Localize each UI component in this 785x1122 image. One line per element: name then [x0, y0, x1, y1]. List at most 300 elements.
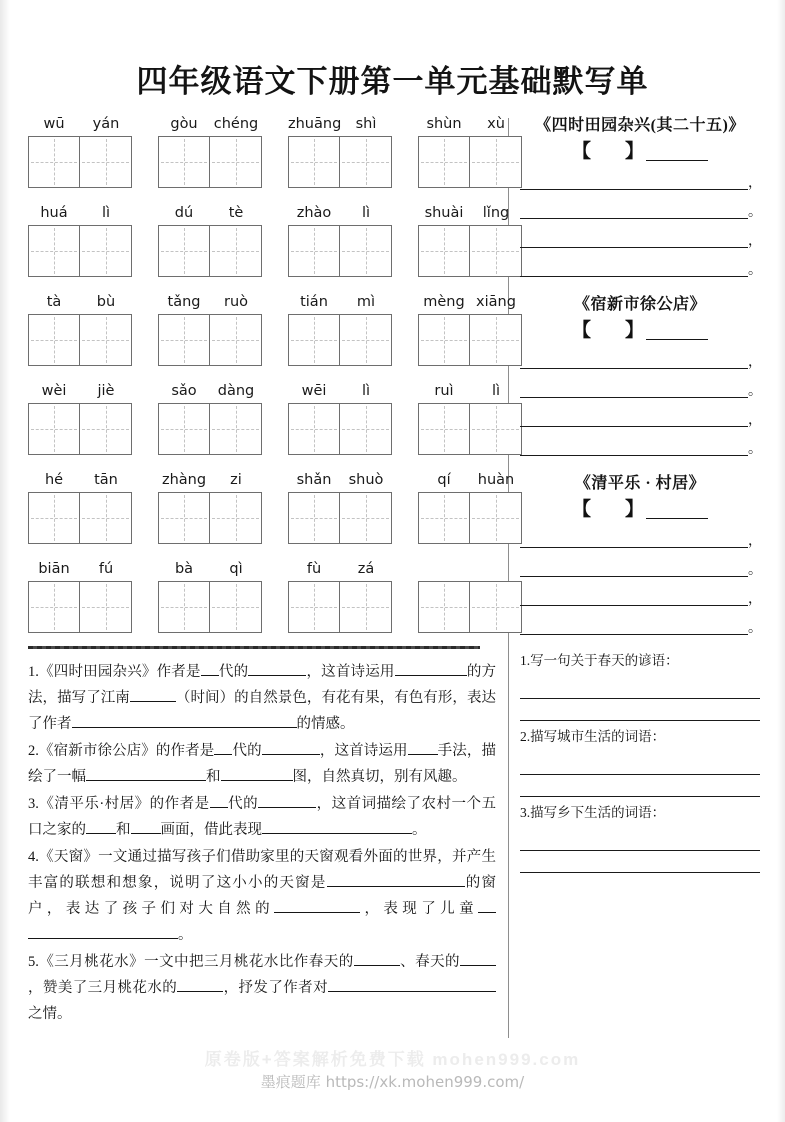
grid-horizontal-guide — [421, 251, 467, 252]
grid-horizontal-guide — [212, 340, 259, 341]
grid-vertical-guide — [366, 406, 367, 452]
pinyin-label: zi — [230, 472, 242, 488]
tianzige-writing-box[interactable] — [418, 581, 470, 633]
verse-blank-line[interactable] — [520, 204, 748, 219]
pinyin-label: zá — [357, 561, 375, 577]
tianzige-writing-box[interactable] — [418, 225, 470, 277]
grid-vertical-guide — [366, 495, 367, 541]
author-name-blank[interactable] — [646, 323, 708, 340]
grid-vertical-guide — [184, 584, 185, 630]
character-cell — [288, 557, 340, 633]
grid-vertical-guide — [314, 584, 315, 630]
verse-blank-line[interactable] — [520, 562, 748, 577]
answer-blank[interactable] — [262, 739, 320, 755]
word-group — [158, 290, 262, 366]
tianzige-writing-box[interactable] — [80, 492, 132, 544]
tianzige-writing-box[interactable] — [28, 581, 80, 633]
dynasty-open-bracket: 【 — [571, 140, 591, 162]
grid-vertical-guide — [314, 406, 315, 452]
character-cell — [470, 379, 522, 455]
word-group — [418, 112, 522, 188]
character-cell — [158, 201, 210, 277]
word-group — [28, 112, 132, 188]
tianzige-writing-box[interactable] — [470, 225, 522, 277]
character-cell — [80, 557, 132, 633]
tianzige-writing-box[interactable] — [210, 314, 262, 366]
tianzige-writing-box[interactable] — [288, 225, 340, 277]
pinyin-label: chéng — [213, 116, 259, 132]
pinyin-label: biān — [38, 561, 70, 577]
writing-prompt — [520, 801, 760, 873]
character-cell — [28, 290, 80, 366]
grid-horizontal-guide — [31, 607, 77, 608]
tianzige-writing-box[interactable] — [418, 136, 470, 188]
grid-vertical-guide — [496, 317, 497, 363]
question-text: ，这首诗运用 — [306, 664, 395, 680]
tianzige-writing-box[interactable] — [158, 136, 210, 188]
character-cell — [340, 201, 392, 277]
pinyin-label: shuài — [424, 205, 464, 221]
answer-blank[interactable] — [210, 792, 228, 808]
tianzige-writing-box[interactable] — [210, 403, 262, 455]
word-group — [288, 290, 392, 366]
tianzige-writing-box[interactable] — [470, 403, 522, 455]
pinyin-label: gòu — [170, 116, 198, 132]
tianzige-writing-box[interactable] — [158, 225, 210, 277]
tianzige-writing-box[interactable] — [470, 492, 522, 544]
answer-blank[interactable] — [408, 739, 438, 755]
writing-prompts-block — [520, 649, 760, 873]
character-cell — [80, 201, 132, 277]
tianzige-writing-box[interactable] — [80, 314, 132, 366]
tianzige-writing-box[interactable] — [158, 314, 210, 366]
answer-blank[interactable] — [354, 950, 400, 966]
grid-vertical-guide — [444, 495, 445, 541]
grid-vertical-guide — [366, 228, 367, 274]
pinyin-label: shì — [355, 116, 377, 132]
prompt-answer-line[interactable] — [520, 755, 760, 775]
grid-horizontal-guide — [421, 518, 467, 519]
question-text: 、春天的 — [399, 954, 461, 970]
grid-horizontal-guide — [291, 251, 337, 252]
character-cell — [28, 201, 80, 277]
grid-vertical-guide — [496, 406, 497, 452]
grid-horizontal-guide — [161, 429, 207, 430]
question-text: 的方法，描写了江南 — [28, 664, 497, 706]
pinyin-label — [470, 557, 522, 581]
pinyin-writing-grid — [28, 112, 516, 633]
grid-horizontal-guide — [212, 429, 259, 430]
grid-vertical-guide — [106, 228, 107, 274]
character-cell — [158, 290, 210, 366]
fill-in-questions-block — [28, 659, 496, 1027]
tianzige-writing-box[interactable] — [418, 403, 470, 455]
verse-blank-line[interactable] — [520, 262, 748, 277]
answer-blank[interactable] — [478, 976, 496, 992]
grid-horizontal-guide — [82, 607, 129, 608]
verse-punctuation: 。 — [748, 384, 762, 399]
poem-card — [520, 291, 760, 456]
verse-row — [520, 262, 760, 277]
character-cell — [288, 201, 340, 277]
character-cell — [210, 379, 262, 455]
word-group — [288, 201, 392, 277]
character-cell — [470, 468, 522, 544]
character-cell — [418, 201, 470, 277]
character-cell — [288, 379, 340, 455]
prompt-label: 1.写一句关于春天的谚语： — [520, 653, 679, 668]
tianzige-writing-box[interactable] — [28, 403, 80, 455]
character-cell — [80, 468, 132, 544]
character-cell — [28, 557, 80, 633]
question-text: 图，自然真切，别有风趣。 — [292, 769, 467, 785]
tianzige-writing-box[interactable] — [340, 314, 392, 366]
pinyin-label: wēi — [301, 383, 327, 399]
grid-vertical-guide — [366, 139, 367, 185]
pinyin-label: wū — [43, 116, 65, 132]
grid-horizontal-guide — [161, 162, 207, 163]
character-cell — [210, 468, 262, 544]
grid-vertical-guide — [236, 406, 237, 452]
character-cell — [158, 112, 210, 188]
pinyin-label: fú — [98, 561, 114, 577]
tianzige-writing-box[interactable] — [340, 403, 392, 455]
grid-horizontal-guide — [421, 340, 467, 341]
tianzige-writing-box[interactable] — [470, 581, 522, 633]
dynasty-open-bracket: 【 — [571, 319, 591, 341]
writing-prompt — [520, 725, 760, 797]
question-text: 的窗户，表达了孩子们对大自然的 — [28, 875, 497, 917]
grid-horizontal-guide — [342, 162, 389, 163]
word-group — [28, 290, 132, 366]
character-cell — [158, 379, 210, 455]
tianzige-writing-box[interactable] — [80, 136, 132, 188]
character-cell — [418, 112, 470, 188]
grid-vertical-guide — [106, 406, 107, 452]
grid-horizontal-guide — [472, 518, 519, 519]
author-name-blank[interactable] — [646, 502, 708, 519]
grid-horizontal-guide — [31, 429, 77, 430]
grid-horizontal-guide — [291, 518, 337, 519]
verse-blank-line[interactable] — [520, 354, 748, 369]
tianzige-writing-box[interactable] — [340, 136, 392, 188]
grid-vertical-guide — [496, 584, 497, 630]
section-separator — [28, 646, 480, 649]
tianzige-writing-box[interactable] — [210, 225, 262, 277]
grid-horizontal-guide — [82, 251, 129, 252]
tianzige-writing-box[interactable] — [28, 225, 80, 277]
question-text: （时间）的自然景色，有花有果，有色有形，表达了作者 — [28, 690, 497, 732]
word-group — [418, 557, 522, 633]
poem-title: 《宿新市徐公店》 — [573, 296, 706, 313]
verse-blank-line[interactable] — [520, 233, 748, 248]
grid-vertical-guide — [184, 228, 185, 274]
prompt-answer-line[interactable] — [520, 699, 760, 721]
grid-vertical-guide — [496, 228, 497, 274]
character-cell — [340, 557, 392, 633]
fill-in-question — [28, 949, 496, 1027]
prompt-label: 3.描写乡下生活的词语： — [520, 805, 666, 820]
verse-row — [520, 354, 760, 369]
question-text: ，赞美了三月桃花水的 — [28, 980, 178, 996]
answer-blank[interactable] — [72, 712, 297, 728]
pinyin-label: tān — [94, 472, 118, 488]
poem-author-row — [520, 141, 760, 161]
pinyin-label: zhào — [296, 205, 332, 221]
grid-horizontal-guide — [31, 251, 77, 252]
answer-blank[interactable] — [478, 897, 496, 913]
watermark-foreground: 墨痕题库 https://xk.mohen999.com/ — [260, 1073, 525, 1091]
tianzige-writing-box[interactable] — [470, 314, 522, 366]
grid-vertical-guide — [444, 406, 445, 452]
pinyin-label: bù — [96, 294, 116, 310]
pinyin-label: lì — [361, 383, 371, 399]
question-number: 3. — [28, 796, 39, 812]
left-column — [28, 112, 516, 1028]
prompt-label: 2.描写城市生活的词语： — [520, 729, 666, 744]
tianzige-writing-box[interactable] — [158, 581, 210, 633]
answer-blank[interactable] — [274, 897, 360, 913]
question-text: 画面，借此表现 — [160, 822, 262, 838]
grid-vertical-guide — [496, 495, 497, 541]
character-cell — [288, 112, 340, 188]
tianzige-writing-box[interactable] — [288, 136, 340, 188]
verse-punctuation: 。 — [748, 563, 762, 578]
character-cell — [470, 201, 522, 277]
tianzige-writing-box[interactable] — [80, 581, 132, 633]
word-group — [288, 379, 392, 455]
answer-blank[interactable] — [221, 765, 293, 781]
tianzige-writing-box[interactable] — [28, 136, 80, 188]
prompt-answer-line[interactable] — [520, 775, 760, 797]
answer-blank[interactable] — [86, 818, 116, 834]
question-text: 。 — [178, 927, 193, 943]
character-cell — [210, 557, 262, 633]
character-cell — [418, 557, 470, 633]
character-cell — [80, 379, 132, 455]
character-cell — [470, 290, 522, 366]
verse-blank-line[interactable] — [520, 412, 748, 427]
grid-horizontal-guide — [161, 518, 207, 519]
grid-vertical-guide — [314, 317, 315, 363]
tianzige-writing-box[interactable] — [340, 225, 392, 277]
question-text: ，抒发了作者对 — [223, 980, 329, 996]
tianzige-writing-box[interactable] — [340, 492, 392, 544]
character-cell — [210, 112, 262, 188]
word-group — [418, 379, 522, 455]
question-text: 和 — [116, 822, 131, 838]
tianzige-writing-box[interactable] — [288, 314, 340, 366]
grid-horizontal-guide — [31, 518, 77, 519]
poem-author-row — [520, 320, 760, 340]
dynasty-close-bracket: 】 — [625, 140, 645, 162]
pinyin-row — [28, 468, 515, 544]
verse-punctuation: ， — [748, 413, 762, 428]
word-group — [28, 468, 132, 544]
character-cell — [340, 290, 392, 366]
verse-blank-line[interactable] — [520, 441, 748, 456]
verse-row — [520, 175, 760, 190]
grid-horizontal-guide — [472, 607, 519, 608]
question-text: 代的 — [218, 664, 249, 680]
grid-horizontal-guide — [31, 162, 77, 163]
grid-vertical-guide — [54, 317, 55, 363]
tianzige-writing-box[interactable] — [340, 581, 392, 633]
grid-vertical-guide — [106, 584, 107, 630]
grid-horizontal-guide — [161, 251, 207, 252]
grid-horizontal-guide — [291, 429, 337, 430]
verse-blank-line[interactable] — [520, 383, 748, 398]
grid-horizontal-guide — [421, 607, 467, 608]
grid-vertical-guide — [54, 228, 55, 274]
answer-blank[interactable] — [447, 871, 465, 887]
verse-blank-line[interactable] — [520, 591, 748, 606]
grid-horizontal-guide — [342, 429, 389, 430]
pinyin-row — [28, 290, 516, 366]
verse-row — [520, 204, 760, 219]
verse-punctuation: ， — [748, 355, 762, 370]
prompt-answer-line[interactable] — [520, 679, 760, 699]
grid-vertical-guide — [314, 228, 315, 274]
answer-blank[interactable] — [86, 765, 206, 781]
prompt-answer-line[interactable] — [520, 851, 760, 873]
question-text: 和 — [206, 769, 221, 785]
answer-blank[interactable] — [130, 686, 176, 702]
character-cell — [418, 290, 470, 366]
tianzige-writing-box[interactable] — [210, 492, 262, 544]
answer-blank[interactable] — [214, 739, 232, 755]
pinyin-label: shùn — [426, 116, 462, 132]
pinyin-label: huá — [40, 205, 68, 221]
grid-vertical-guide — [54, 495, 55, 541]
grid-horizontal-guide — [421, 429, 467, 430]
question-number: 1. — [28, 664, 39, 680]
grid-vertical-guide — [444, 228, 445, 274]
grid-horizontal-guide — [82, 429, 129, 430]
answer-blank[interactable] — [328, 976, 478, 992]
tianzige-writing-box[interactable] — [158, 492, 210, 544]
verse-blank-line[interactable] — [520, 620, 748, 635]
fill-in-question — [28, 844, 496, 948]
grid-vertical-guide — [236, 139, 237, 185]
tianzige-writing-box[interactable] — [210, 581, 262, 633]
tianzige-writing-box[interactable] — [418, 492, 470, 544]
tianzige-writing-box[interactable] — [80, 225, 132, 277]
answer-blank[interactable] — [478, 950, 496, 966]
answer-blank[interactable] — [262, 818, 412, 834]
pinyin-label: mèng — [423, 294, 465, 310]
grid-vertical-guide — [54, 139, 55, 185]
dynasty-close-bracket: 】 — [625, 319, 645, 341]
question-text: 的情感。 — [296, 716, 355, 732]
grid-horizontal-guide — [212, 251, 259, 252]
verse-row — [520, 533, 760, 548]
question-text: 代的 — [232, 743, 262, 759]
pinyin-label: bà — [174, 561, 194, 577]
verse-punctuation: ， — [748, 534, 762, 549]
pinyin-label: tián — [300, 294, 328, 310]
grid-horizontal-guide — [291, 607, 337, 608]
grid-horizontal-guide — [472, 340, 519, 341]
tianzige-writing-box[interactable] — [288, 492, 340, 544]
character-cell — [288, 290, 340, 366]
answer-blank[interactable] — [395, 660, 467, 676]
grid-horizontal-guide — [161, 340, 207, 341]
grid-vertical-guide — [444, 317, 445, 363]
verse-blank-line[interactable] — [520, 175, 748, 190]
tianzige-writing-box[interactable] — [28, 492, 80, 544]
answer-blank[interactable] — [460, 950, 478, 966]
tianzige-writing-box[interactable] — [470, 136, 522, 188]
tianzige-writing-box[interactable] — [80, 403, 132, 455]
question-number: 4. — [28, 849, 39, 865]
answer-blank[interactable] — [177, 976, 223, 992]
answer-blank[interactable] — [131, 818, 161, 834]
answer-blank[interactable] — [248, 660, 306, 676]
character-cell — [418, 379, 470, 455]
pinyin-label: zhuāng — [288, 116, 342, 132]
grid-horizontal-guide — [342, 518, 389, 519]
pinyin-label: qí — [437, 472, 451, 488]
verse-punctuation: ， — [748, 176, 762, 191]
tianzige-writing-box[interactable] — [28, 314, 80, 366]
tianzige-writing-box[interactable] — [210, 136, 262, 188]
pinyin-label: xù — [487, 116, 505, 132]
character-cell — [28, 112, 80, 188]
question-number: 2. — [28, 743, 39, 759]
pinyin-row — [28, 557, 498, 633]
answer-blank[interactable] — [28, 923, 178, 939]
tianzige-writing-box[interactable] — [288, 403, 340, 455]
pinyin-label: qì — [229, 561, 243, 577]
word-group — [28, 557, 132, 633]
pinyin-row — [28, 201, 510, 277]
word-group — [158, 557, 262, 633]
question-text: ，表现了儿童 — [360, 901, 479, 917]
answer-blank[interactable] — [201, 660, 219, 676]
author-name-blank[interactable] — [646, 144, 708, 161]
grid-vertical-guide — [184, 139, 185, 185]
word-group — [418, 290, 522, 366]
writing-prompt — [520, 649, 760, 721]
word-group — [288, 112, 392, 188]
grid-vertical-guide — [184, 317, 185, 363]
tianzige-writing-box[interactable] — [288, 581, 340, 633]
answer-blank[interactable] — [327, 871, 447, 887]
answer-blank[interactable] — [258, 792, 316, 808]
grid-horizontal-guide — [342, 607, 389, 608]
verse-row — [520, 412, 760, 427]
fill-in-question — [28, 791, 496, 843]
pinyin-label: shǎn — [296, 472, 332, 488]
word-group — [158, 468, 262, 544]
verse-blank-line[interactable] — [520, 533, 748, 548]
tianzige-writing-box[interactable] — [418, 314, 470, 366]
verse-punctuation: 。 — [748, 621, 762, 636]
pinyin-label: tǎng — [167, 294, 201, 310]
grid-horizontal-guide — [291, 162, 337, 163]
grid-horizontal-guide — [82, 162, 129, 163]
pinyin-label: lǐng — [482, 205, 510, 221]
page-title: 四年级语文下册第一单元基础默写单 — [136, 64, 649, 99]
grid-vertical-guide — [106, 495, 107, 541]
word-group — [28, 201, 132, 277]
tianzige-writing-box[interactable] — [158, 403, 210, 455]
prompt-answer-line[interactable] — [520, 831, 760, 851]
grid-horizontal-guide — [212, 162, 259, 163]
fill-in-question — [28, 659, 496, 737]
grid-horizontal-guide — [342, 340, 389, 341]
